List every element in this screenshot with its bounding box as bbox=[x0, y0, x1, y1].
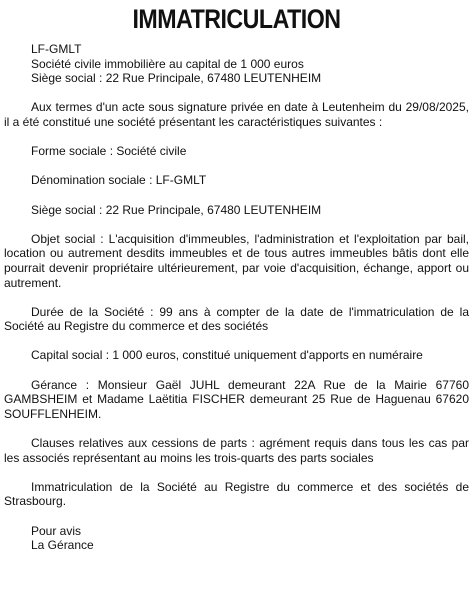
forme-sociale-paragraph: Forme sociale : Société civile bbox=[31, 144, 187, 159]
signature: La Gérance bbox=[31, 538, 94, 553]
clauses-paragraph: Clauses relatives aux cessions de parts : agrément requis dans tous les cas par les associés représentant au moins les trois-quarts des parts sociales bbox=[4, 436, 469, 465]
company-name: LF-GMLT bbox=[31, 42, 82, 56]
company-capital-line: Société civile immobilière au capital de 1 000 euros bbox=[31, 56, 304, 71]
pour-avis: Pour avis bbox=[31, 523, 82, 538]
intro-paragraph: Aux termes d'un acte sous signature privée en date à Leutenheim du 29/08/2025, il a été constitué une société présentant les caractéristiques suivantes : bbox=[4, 100, 469, 129]
immatriculation-paragraph: Immatriculation de la Société au Registre du commerce et des sociétés de Strasbourg. bbox=[4, 479, 469, 509]
gerance-paragraph: Gérance : Monsieur Gaël JUHL demeurant 22A Rue de la Mairie 67760 GAMBSHEIM et Madame Laëtitia FISCHER demeurant 25 Rue de Haguenau 67620 SOUFFLENHEIM. bbox=[4, 377, 469, 421]
duree-paragraph: Durée de la Société : 99 ans à compter de la date de l'immatriculation de la Société au Registre du commerce et des sociétés bbox=[4, 304, 469, 334]
denomination-paragraph: Dénomination sociale : LF-GMLT bbox=[31, 173, 207, 188]
notice-title: IMMATRICULATION bbox=[132, 4, 341, 34]
siege-paragraph: Siège social : 22 Rue Principale, 67480 LEUTENHEIM bbox=[31, 202, 322, 217]
capital-paragraph: Capital social : 1 000 euros, constitué uniquement d'apports en numéraire bbox=[31, 348, 423, 363]
notice-body bbox=[4, 42, 469, 553]
company-seat-line: Siège social : 22 Rue Principale, 67480 LEUTENHEIM bbox=[31, 71, 322, 86]
objet-social-paragraph: Objet social : L'acquisition d'immeubles, l'administration et l'exploitation par bail, location ou autrement desdits immeubles et de tous autres immeubles bâtis dont elle pourrait devenir propriétaire ultérieurement, par voie d'acquisition, échange, apport ou autrement. bbox=[4, 231, 469, 290]
